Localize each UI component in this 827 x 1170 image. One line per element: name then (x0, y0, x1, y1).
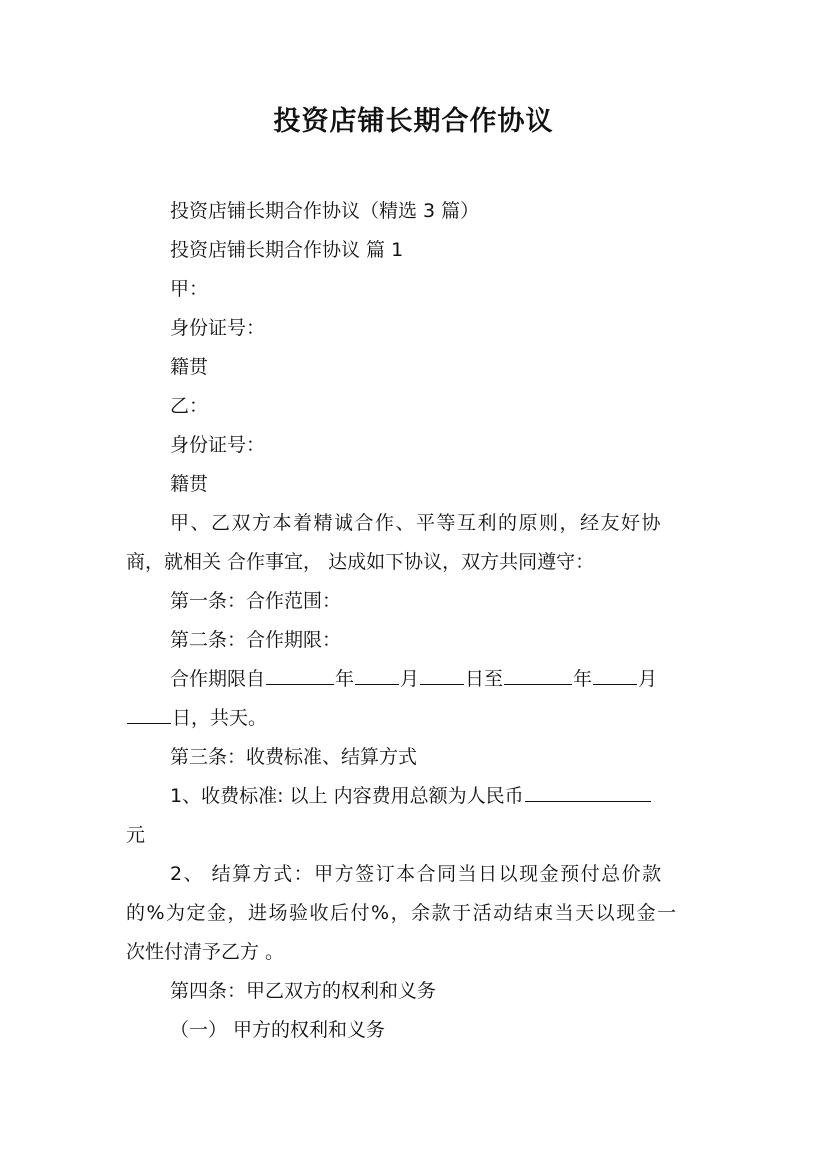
blank-field (127, 704, 171, 724)
article-heading: 第四条：甲乙双方的权利和义务 (170, 980, 437, 1002)
blank-field (593, 665, 637, 685)
article-heading: 第二条：合作期限： (170, 629, 342, 651)
period-month2: 月 (638, 668, 658, 690)
contract-period-line-2 (126, 703, 267, 733)
fee-text: 1、收费标准: 以上 内容费用总额为人民币 (170, 785, 524, 807)
fee-unit: 元 (126, 824, 146, 846)
party-a-id-label: 身份证号： (170, 317, 266, 339)
period-suffix: 日，共天。 (172, 707, 268, 729)
article-heading: 第三条：收费标准、结算方式 (170, 746, 418, 768)
paragraph-line: 商，就相关 合作事宜， 达成如下协议，双方共同遵守： (126, 551, 595, 573)
sub-heading: （一） 甲方的权利和义务 (170, 1019, 386, 1041)
period-year2: 年 (573, 668, 593, 690)
period-prefix: 合作期限自 (170, 668, 266, 690)
blank-field (266, 665, 334, 685)
blank-field (420, 665, 464, 685)
doc-subtitle: 投资店铺长期合作协议（精选 3 篇） (170, 200, 480, 222)
paragraph-line: 甲、乙双方本着精诚合作、平等互利的原则，经友好协 (170, 512, 663, 534)
period-year: 年 (335, 668, 355, 690)
article-heading: 第一条：合作范围： (170, 590, 342, 612)
party-a-label: 甲： (170, 278, 209, 300)
document-title: 投资店铺长期合作协议 (273, 106, 554, 137)
blank-field (525, 782, 651, 802)
paragraph-line: 的%为定金，进场验收后付%，余款于活动结束当天以现金一 (126, 902, 678, 924)
paragraph-line: 次性付清予乙方 。 (126, 941, 285, 963)
section-heading: 投资店铺长期合作协议 篇 1 (170, 239, 404, 261)
period-day-to: 日至 (465, 668, 504, 690)
blank-field (504, 665, 572, 685)
period-month: 月 (400, 668, 420, 690)
party-b-origin-label: 籍贯 (170, 473, 209, 495)
party-a-origin-label: 籍贯 (170, 356, 209, 378)
party-b-label: 乙： (170, 395, 209, 417)
blank-field (355, 665, 399, 685)
party-b-id-label: 身份证号： (170, 434, 266, 456)
fee-standard-line (170, 781, 652, 811)
contract-period-line (170, 664, 657, 694)
paragraph-line: 2、 结算方式：甲方签订本合同当日以现金预付总价款 (170, 863, 663, 885)
